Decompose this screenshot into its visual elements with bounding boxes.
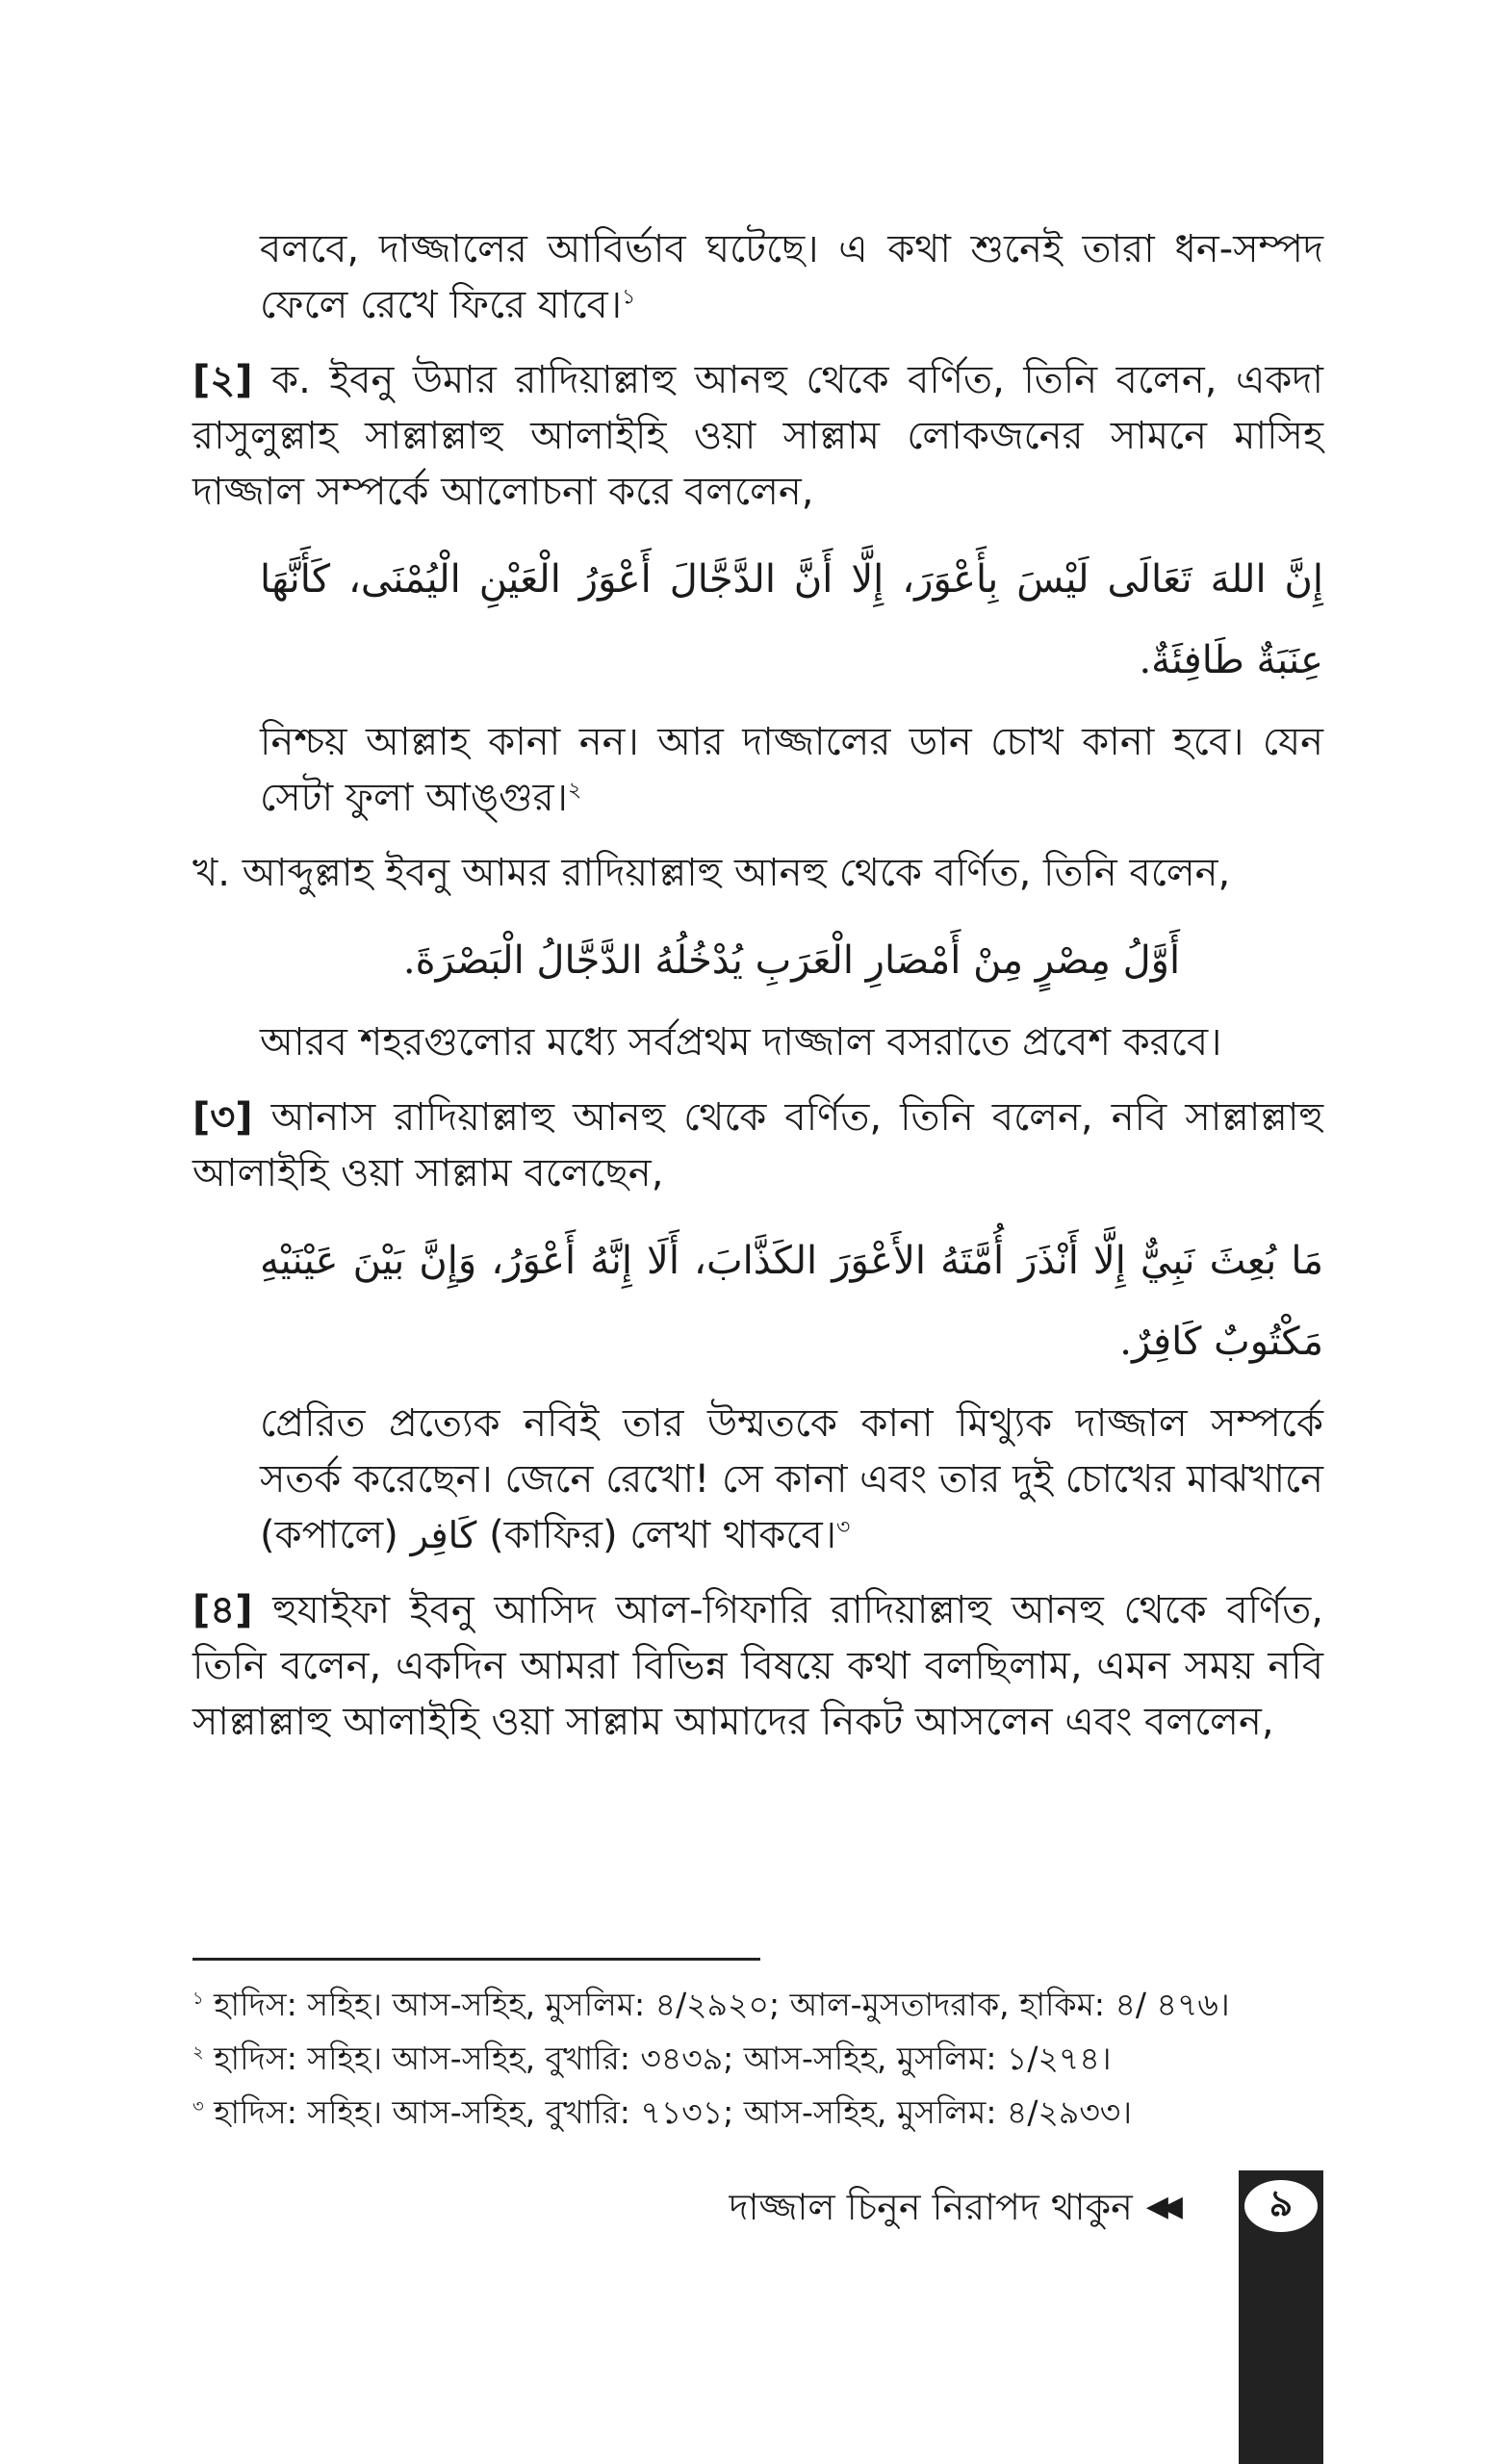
footnote-number: ২ xyxy=(192,2042,204,2063)
paragraph-text: আনাস রাদিয়াল্লাহু আনহু থেকে বর্ণিত, তিনি বলেন, নবি সাল্লাল্লাহু আলাইহি ওয়া সাল্লাম বলেছেন, xyxy=(192,1095,1323,1195)
translation-2: আরব শহরগুলোর মধ্যে সর্বপ্রথম দাজ্জাল বসরাতে প্রবেশ করবে। xyxy=(260,1020,1222,1065)
double-arrow-left-icon: ◀◀ xyxy=(1145,2190,1175,2223)
footnote-text: হাদিস: সহিহ। আস-সহিহ, মুসলিম: ৪/২৯২০; আল-মুসতাদরাক, হাকিম: ৪/ ৪৭৬। xyxy=(203,1986,1230,2023)
footnote-text: হাদিস: সহিহ। আস-সহিহ, বুখারি: ৩৪৩৯; আস-সহিহ, মুসলিম: ১/২৭৪। xyxy=(203,2040,1112,2077)
paragraph-text: ক. ইবনু উমার রাদিয়াল্লাহু আনহু থেকে বর্ণিত, তিনি বলেন, একদা রাসুলুল্লাহ সাল্লাল্লাহু আলাইহি ওয়া সাল্লাম লোকজনের সামনে মাসিহ দাজ্জাল সম্পর্কে আলোচনা করে বললেন, xyxy=(192,358,1323,514)
footnote xyxy=(192,2086,1323,2140)
book-title: দাজ্জাল চিনুন নিরাপদ থাকুন xyxy=(729,2186,1133,2228)
footnote-number: ৩ xyxy=(192,2096,204,2117)
footnote-text: হাদিস: সহিহ। আস-সহিহ, বুখারি: ৭১৩১; আস-সহিহ, মুসলিম: ৪/২৯৩৩। xyxy=(203,2093,1133,2131)
hadith-number: [৩] xyxy=(192,1095,253,1140)
arabic-quote-2: أَوَّلُ مِصْرٍ مِنْ أَمْصَارِ الْعَرَبِ يُدْخُلُهُ الدَّجَّالُ الْبَصْرَةَ. xyxy=(402,938,1181,983)
footnote xyxy=(192,2032,1323,2086)
running-footer xyxy=(730,2183,1175,2231)
hadith-number: [২] xyxy=(192,358,253,402)
translation-3 xyxy=(192,1396,1323,1563)
inline-arabic-word: كَافِر xyxy=(410,1514,477,1556)
paragraph-kha: খ. আব্দুল্লাহ ইবনু আমর রাদিয়াল্লাহু আনহু থেকে বর্ণিত, তিনি বলেন, xyxy=(192,851,1231,895)
paragraph-text: হুযাইফা ইবনু আসিদ আল-গিফারি রাদিয়াল্লাহু আনহু থেকে বর্ণিত, তিনি বলেন, একদিন আমরা বিভিন্ন বিষয়ে কথা বলছিলাম, এমন সময় নবি সাল্লাল্লাহু আলাইহি ওয়া সাল্লাম আমাদের নিকট আসলেন এবং বললেন, xyxy=(192,1588,1323,1744)
translation-text: (কাফির) লেখা থাকবে। xyxy=(476,1513,837,1557)
footnote-ref: ১ xyxy=(622,285,636,310)
paragraph-continuation xyxy=(192,221,1323,333)
translation-text: নিশ্চয় আল্লাহ কানা নন। আর দাজ্জালের ডান চোখ কানা হবে। যেন সেটা ফুলা আঙ্গুর। xyxy=(260,720,1323,820)
footnotes xyxy=(192,1978,1323,2140)
arabic-quote-3: مَا بُعِثَ نَبِيٌّ إِلَّا أَنْذَرَ أُمَّتَهُ الأَعْوَرَ الكَذَّابَ، أَلَا إِنَّهُ أَعْوَرُ، وَإِنَّ بَيْنَ عَيْنَيْهِ مَكْتُوبٌ كَافِرٌ. xyxy=(260,1239,1323,1364)
hadith-number: [৪] xyxy=(192,1588,253,1632)
footnote-ref: ২ xyxy=(567,778,582,803)
paragraph-hadith-2 xyxy=(192,352,1323,520)
paragraph-hadith-3 xyxy=(192,1090,1323,1201)
footnote-ref: ৩ xyxy=(836,1515,851,1540)
arabic-quote-1: إِنَّ اللهَ تَعَالَى لَيْسَ بِأَعْوَرَ، إِلَّا أَنَّ الدَّجَّالَ أَعْوَرُ الْعَيْنِ الْيُمْنَى، كَأَنَّهَا عِنَبَةٌ طَافِئَةٌ. xyxy=(260,557,1323,682)
page-body xyxy=(192,221,1323,1769)
translation-text: প্রেরিত প্রত্যেক নবিই তার উম্মতকে কানা মিথ্যুক দাজ্জাল সম্পর্কে সতর্ক করেছেন। জেনে রেখো! সে কানা এবং তার দুই চোখের মাঝখানে (কপালে) xyxy=(260,1401,1324,1557)
page-number: ৯ xyxy=(1242,2177,1320,2235)
footnote xyxy=(192,1978,1323,2032)
footnote-number: ১ xyxy=(192,1989,204,2009)
footnote-divider xyxy=(192,1958,760,1961)
translation-1 xyxy=(192,714,1323,826)
paragraph-hadith-4 xyxy=(192,1582,1323,1750)
paragraph-text: বলবে, দাজ্জালের আবির্ভাব ঘটেছে। এ কথা শুনেই তারা ধন-সম্পদ ফেলে রেখে ফিরে যাবে। xyxy=(260,227,1323,327)
